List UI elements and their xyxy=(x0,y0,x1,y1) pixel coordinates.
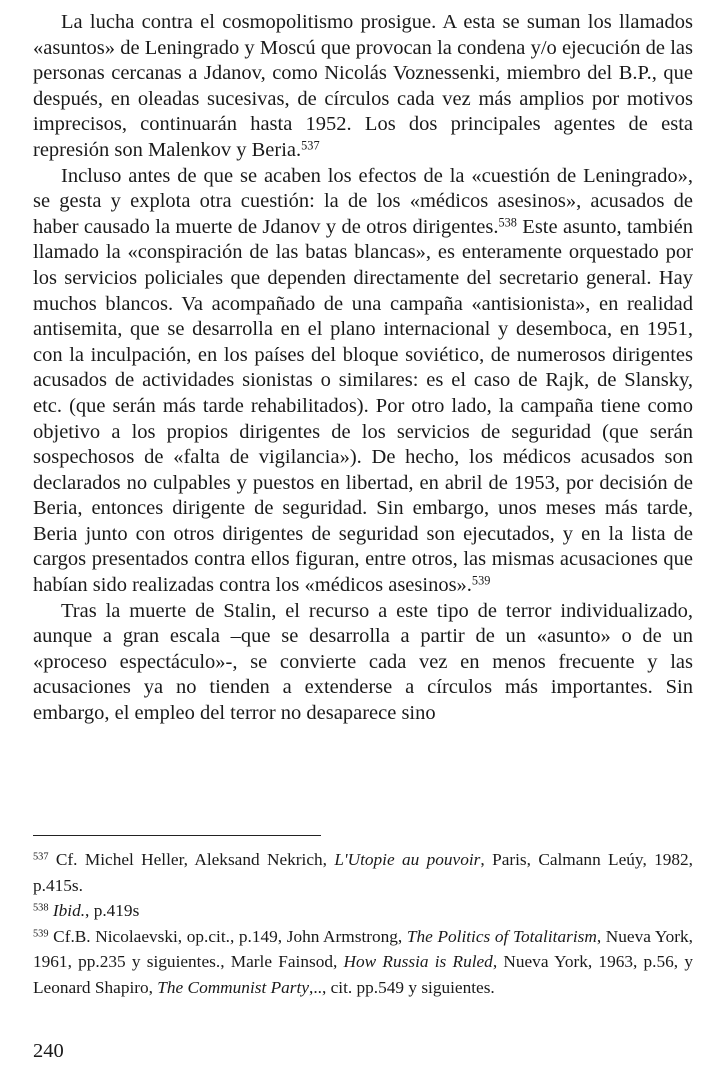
paragraph xyxy=(33,599,693,727)
footnote-text: , Paris, Calmann Leúy, 1982, p.415s. xyxy=(33,850,693,895)
footnote-text: ,.., cit. pp.549 y siguientes. xyxy=(309,977,495,997)
paragraph-text: La lucha contra el cosmopolitismo prosigue. A esta se suman los llamados «asuntos» de Leningrado y Moscú que provocan la condena y/o ejecución de las personas cercanas a Jdanov, como Nicolás Voznessenki, miembro del B.P., que después, en oleadas sucesivas, de círculos cada vez más amplios por motivos imprecisos, continuarán hasta 1952. Los dos principales agentes de esta represión son Malenkov y Beria. xyxy=(33,11,693,161)
paragraph xyxy=(33,10,693,164)
footnote-ref[interactable]: 538 xyxy=(498,215,517,229)
footnote-number: 539 xyxy=(33,927,49,939)
footnote-text: , p.419s xyxy=(85,901,140,920)
paragraph-text: Incluso antes de que se acaben los efectos de la «cuestión de Leningrado», se gesta y explota otra cuestión: la de los «médicos asesinos», acusados de haber causado la muerte de Jdanov y de otros dirigentes. xyxy=(33,164,693,238)
footnote-text: , Nueva York, 1963, p.56, y Leonard Shapiro, xyxy=(33,952,693,997)
book-title: The Communist Party xyxy=(157,977,309,997)
footnote-text: Cf. Michel Heller, Aleksand Nekrich, xyxy=(48,850,335,869)
footnote-text: , Nueva York, 1961, pp.235 y siguientes., Marle Fainsod, xyxy=(33,926,693,971)
footnote-ref[interactable]: 539 xyxy=(471,573,491,588)
footnote-text: Cf.B. Nicolaevski, op.cit., p.149, John Armstrong, xyxy=(48,926,407,946)
footnotes xyxy=(33,847,693,1000)
body-text xyxy=(33,10,693,727)
footnote-number: 538 xyxy=(33,902,49,914)
ibid-text: Ibid. xyxy=(52,901,86,920)
book-title: How Russia is Ruled xyxy=(343,952,493,971)
page-number: 240 xyxy=(33,1040,64,1062)
book-title: L'Utopie au pouvoir xyxy=(334,850,481,869)
footnote xyxy=(33,898,693,924)
footnote xyxy=(33,847,693,898)
footnote-separator xyxy=(33,835,321,836)
footnote xyxy=(33,924,693,1001)
paragraph-text: Este asunto, también llamado la «conspiración de las batas blancas», es enteramente orquestado por los servicios policiales que dependen directamente del secretario general. Hay muchos blancos. Va acompañado de una campaña «antisionista», en realidad antisemita, que se desarrolla en el plano internacional y desemboca, en 1951, con la inculpación, en los países del bloque soviético, de numerosos dirigentes acusados de actividades sionistas o similares: es el caso de Rajk, de Slansky, etc. (que serán más tarde rehabilitados). Por otro lado, la campaña tiene como objetivo a los propios dirigentes de los servicios de seguridad (que serán sospechosos de «falta de vigilancia»). De hecho, los médicos acusados son declarados no culpables y puestos en libertad, en abril de 1953, por decisión de Beria, entonces dirigente de seguridad. Sin embargo, unos meses más tarde, Beria junto con otros dirigentes de seguridad son ejecutados, y en la lista de cargos presentados contra ellos figuran, entre otros, las mismas acusaciones que habían sido realizadas contra los «médicos asesinos». xyxy=(33,215,693,597)
footnote-number: 537 xyxy=(33,851,49,863)
book-title: The Politics of Totalitarism xyxy=(406,926,597,946)
footnote-ref[interactable]: 537 xyxy=(301,138,320,153)
paragraph-text: Tras la muerte de Stalin, el recurso a este tipo de terror individualizado, aunque a gran escala –que se desarrolla a partir de un «asunto» o de un «proceso espectáculo»-, se convierte cada vez en menos frecuente y las acusaciones ya no tienden a extenderse a círculos más importantes. Sin embargo, el empleo del terror no desaparece sino xyxy=(33,599,693,725)
paragraph xyxy=(33,164,693,599)
